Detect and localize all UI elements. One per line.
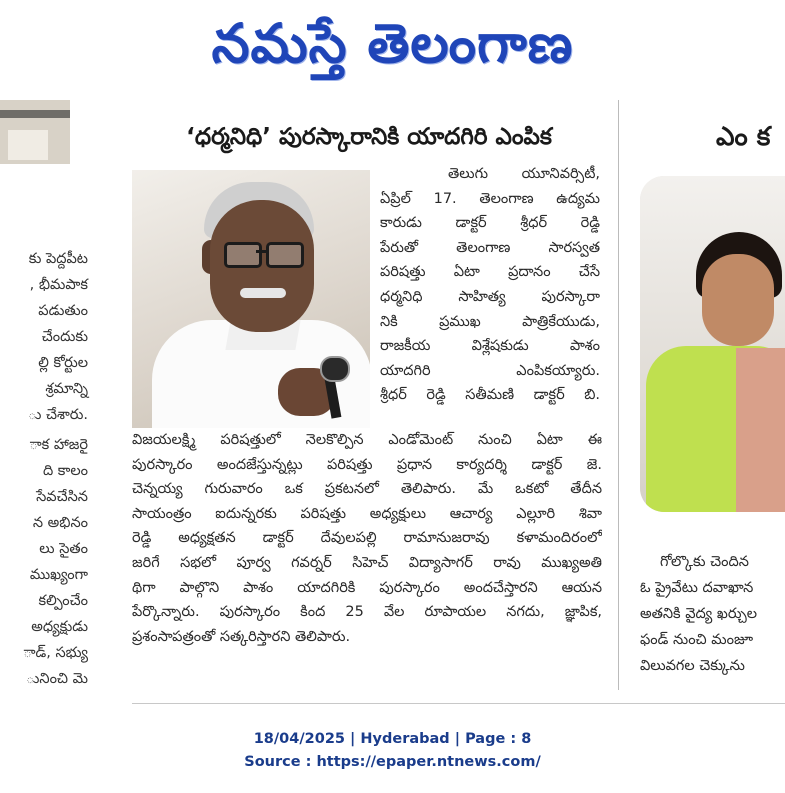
article-line: రెడ్డి అధ్యక్షతన డాక్టర్ దేవులపల్లి రామానుజరావు కళామందిరంలో — [132, 530, 602, 547]
masthead — [0, 0, 785, 88]
left-text-line: ునించి మె — [26, 671, 88, 687]
article-line: ఏప్రిల్ 17. తెలంగాణ ఉద్యమ — [380, 190, 600, 207]
article-body-beside-photo — [380, 162, 600, 408]
left-text-line: అధ్యక్షుడు — [31, 619, 88, 635]
left-text-line: సేవచేసిన — [36, 489, 88, 505]
left-text-line: ాక హాజరై — [29, 437, 88, 453]
article-line: సాయంత్రం ఐదున్నరకు పరిషత్తు అధ్యక్షులు ఆచార్య ఎల్లూరి శివా — [132, 505, 602, 522]
right-text-line: ఫండ్ నుంచి మంజూ — [640, 632, 754, 648]
article-line: చెన్నయ్య గురువారం ఒక ప్రకటనలో తెలిపారు. మే ఒకటో తేదీన — [132, 481, 602, 498]
left-text-line: కు పెద్దపీట — [28, 251, 88, 267]
left-text-line: పడుతుం — [38, 303, 88, 319]
left-text-line: ు చేశారు. — [27, 407, 88, 423]
left-text-line: చేందుకు — [41, 329, 88, 345]
article-line: తెలుగు యూనివర్సిటీ, — [448, 166, 600, 182]
main-article — [120, 100, 610, 700]
right-column-fragment — [628, 100, 785, 700]
left-text-line: ది కాలం — [42, 463, 88, 479]
footer — [0, 728, 785, 774]
column-divider — [618, 100, 619, 690]
left-text-line: , భీమపాక — [29, 277, 88, 293]
left-text-line: ాడ్, సభ్యు — [23, 645, 88, 661]
footer-date-page: 18/04/2025 | Hyderabad | Page : 8 — [253, 731, 532, 747]
article-line: జరిగే సభలో పూర్వ గవర్నర్ సిహెచ్ విద్యాసాగర్ రావు ముఖ్యఅతి — [132, 554, 602, 571]
newspaper-logo: నమస్తే తెలంగాణ — [211, 11, 574, 75]
right-photo-fragment — [640, 176, 785, 512]
footer-source: Source : https://epaper.ntnews.com/ — [244, 754, 541, 770]
left-text-line: కల్పించేం — [38, 593, 88, 609]
microphone-icon — [320, 356, 350, 382]
right-text-line: ఓ ప్రైవేటు దవాఖాన — [640, 580, 754, 596]
article-line: నికి ప్రముఖ పాత్రికేయుడు, — [380, 313, 600, 330]
left-text-line: శ్రమాన్ని — [45, 381, 88, 397]
article-line: విజయలక్ష్మి పరిషత్తులో నెలకొల్పిన ఎండోమెంట్ నుంచి ఏటా ఈ — [132, 432, 602, 448]
right-text-line: అతనికి వైద్య ఖర్చుల — [640, 606, 758, 622]
article-line: పేరుతో తెలంగాణ సారస్వత — [380, 239, 600, 256]
left-text-line: ముఖ్యంగా — [29, 567, 88, 583]
article-line: రాజకీయ విశ్లేషకుడు పాశం — [380, 338, 600, 355]
left-photo-fragment — [0, 100, 70, 164]
article-line: యాదగిరి ఎంపికయ్యారు. — [380, 362, 600, 379]
right-text-line: విలువగల చెక్కును — [640, 658, 745, 674]
article-line: ప్రశంసాపత్రంతో సత్కరిస్తారని తెలిపారు. — [132, 628, 351, 645]
article-line: కారుడు డాక్టర్ శ్రీధర్ రెడ్డి — [380, 215, 600, 232]
left-text-line: ల్లి కోర్టుల — [38, 355, 88, 371]
left-text-line: న అభినం — [32, 515, 88, 531]
article-headline: ‘ధర్మనిధి’ పురస్కారానికి యాదగిరి ఎంపిక — [186, 124, 552, 150]
article-line: పురస్కారం అందజేస్తున్నట్లు పరిషత్తు ప్రధాన కార్యదర్శి డాక్టర్ జె. — [132, 456, 602, 473]
article-line: పరిషత్తు ఏటా ప్రదానం చేసే — [380, 264, 600, 281]
left-column-fragment — [0, 100, 96, 715]
right-text-line: గోల్కొకు చెందిన — [660, 554, 749, 570]
article-body-full-width — [132, 428, 602, 649]
article-photo — [132, 170, 370, 428]
right-headline-fragment: ఎం క — [716, 122, 771, 152]
bottom-rule — [132, 703, 785, 704]
article-line: థిగా పాల్గొని పాశం యాదగిరికి పురస్కారం అందచేస్తారని ఆయన — [132, 579, 602, 596]
article-line: పేర్కొన్నారు. పురస్కారం కింద 25 వేల రూపాయల నగదు, జ్ఞాపిక, — [132, 604, 602, 621]
article-line: శ్రీధర్ రెడ్డి సతీమణి డాక్టర్ బి. — [380, 387, 600, 404]
left-text-line: లు సైతం — [39, 541, 88, 557]
article-line: ధర్మనిధి సాహిత్య పురస్కారా — [380, 288, 600, 305]
